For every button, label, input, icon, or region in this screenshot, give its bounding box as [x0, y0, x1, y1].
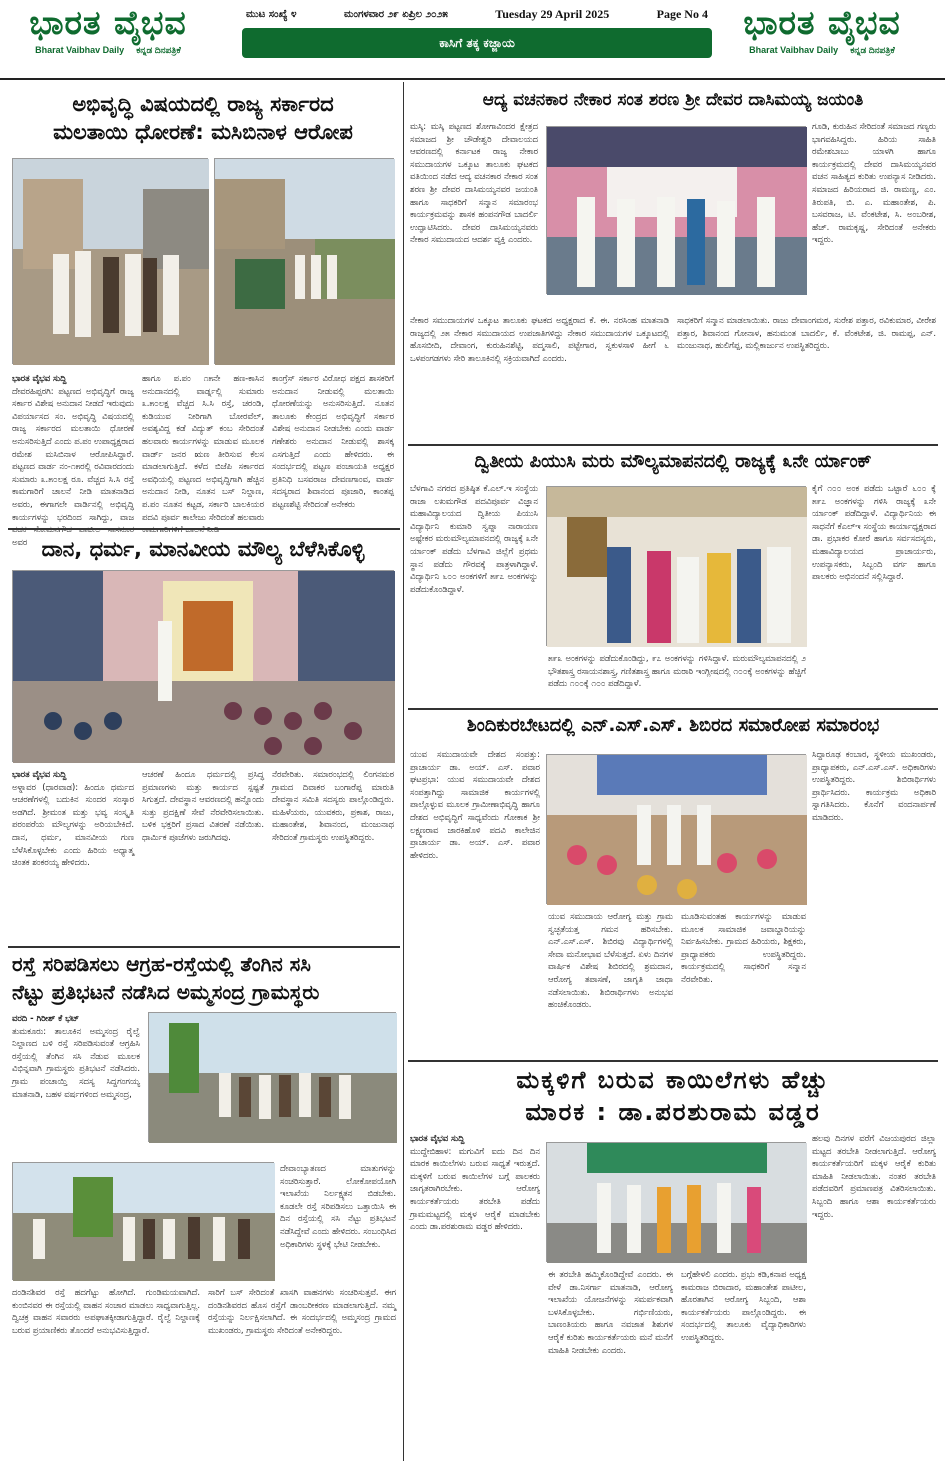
section-divider	[408, 1060, 938, 1062]
section-divider	[408, 444, 938, 446]
article-column: ಹಾಗೂ ಪ.ಪಂ ೧೫ನೇ ಹಣ-ಕಾಸಿನ ಅನುದಾನದಲ್ಲಿ ವಾರ್ಡ್ನಲ್ಲಿ ಸುಮಾರು ೩.೫೦ಲಕ್ಷ ವೆಚ್ಚದ ಸಿ.ಸಿ ರಸ್ತೆ, ಚರಂಡಿ, ಕುಡಿಯುವ ನೀರಿಗಾಗಿ ಬೋರವೆಲ್, ಅವಶ್ಯವಿದ್ದ ಕಡೆ ವಿದ್ಯುತ್ ಕಂಬ ಸೇರಿದಂತೆ ಹಲವಾರು ಕಾರ್ಯಗಳನ್ನು ಮಾಡುವ ಮೂಲಕ ವಾರ್ಡ್ ಜನರ ಋಣ ತೀರಿಸುವ ಕೆಲಸ ಮಾಡಲಾಗುತ್ತಿದೆ. ಕಳೆದ ಬಿಜೆಪಿ ಸರ್ಕಾರದ ಅವಧಿಯಲ್ಲಿ ಪಟ್ಟಣದ ಅಭಿವೃದ್ಧಿಗಾಗಿ ಹೆಚ್ಚಿನ ಅನುದಾನ ನೀಡಿ, ನೂತನ ಬಸ್ ನಿಲ್ದಾಣ, ಪ.ಪಂ ನೂತನ ಕಟ್ಟಡ, ಸರ್ಕಾರಿ ಬಾಲಕಿಯರ ಪದವಿ ಪೂರ್ವ ಕಾಲೇಜು ಸೇರಿದಂತೆ ಹಲವಾರು	[142, 373, 264, 522]
logo-sub-en: Bharat Vaibhav Daily	[749, 45, 839, 55]
article-body	[12, 372, 394, 547]
byline: ಭಾರತ ವೈಭವ ಸುದ್ದಿ	[12, 769, 67, 779]
article-body	[548, 910, 806, 1054]
column-divider	[403, 82, 404, 1461]
photo-health-training	[546, 1142, 806, 1262]
photo-ceremony	[12, 158, 208, 364]
article-body	[12, 768, 394, 940]
article-title: ಶಿಂದಿಕುರಬೇಟದಲ್ಲಿ ಎನ್.ಎಸ್.ಎಸ್. ಶಿಬಿರದ ಸಮಾರೋಪ ಸಮಾರಂಭ	[466, 715, 880, 736]
logo-sub-kn: ಕನ್ನಡ ದಿನಪತ್ರಿಕೆ	[850, 45, 895, 55]
issue-number: ಮುಟ ಸಂಖ್ಯೆ ೪	[246, 8, 297, 20]
article-body	[548, 1268, 806, 1454]
article-column: ೫೯೩ ಅಂಕಗಳನ್ನು ಪಡೆದುಕೊಂಡಿದ್ದು, ೯೭ ಅಂಕಗಳನ್ನು ಗಳಿಸಿದ್ದಾಳೆ. ಮರುಮೌಲ್ಯಮಾಪನದಲ್ಲಿ ೨ ಭೌತಶಾಸ್ತ್ರ ರಸಾಯನಶಾಸ್ತ್ರ, ಗಣಿತಶಾಸ್ತ್ರ ಹಾಗೂ ಮರಾಠಿ ಇಂಗ್ಲೀಷದಲ್ಲಿ ೧೦೦ಕ್ಕೆ ಅಂಕಗಳನ್ನು ಹೆಚ್ಚಿಗೆ ಪಡೆದು ೧೦೦ಕ್ಕೆ ೧೦೦ ಪಡೆದಿದ್ದಾಳೆ.	[548, 653, 806, 689]
photo-protest-1	[148, 1012, 396, 1142]
logo-title: ಭಾರತ ವೈಭವ	[743, 3, 901, 42]
photo-ceremony-image	[13, 159, 209, 365]
section-divider	[8, 528, 400, 530]
article-nss-camp	[408, 712, 938, 1058]
byline: ಭಾರತ ವೈಭವ ಸುದ್ದಿ	[410, 1133, 465, 1143]
article-column: ವರದಿ - ಗಿರೀಶ್ ಕೆ ಭಟ್ ತುಮಕೂರು: ತಾಲೂಕಿನ ಅಮ್ಮಸಂದ್ರ ರೈಲ್ವೆ ನಿಲ್ದಾಣದ ಬಳಿ ರಸ್ತೆ ಸರಿಪಡಿಸುವಂತೆ ಆಗ್ರಹಿಸಿ ರಸ್ತೆಯಲ್ಲಿ ತೆಂಗಿನ ಸಸಿ ನೆಡುವ ಮೂಲಕ ವಿಭಿನ್ನವಾಗಿ ಗ್ರಾಮಸ್ಥರು ಪ್ರತಿಭಟನೆ ನಡೆಸಿದರು. ಗ್ರಾಮ ಪಂಚಾಯ್ತಿ ಸದಸ್ಯ ಸಿದ್ದಗಂಗಯ್ಯ ಮಾತನಾಡಿ, ಬಹಳ ವರ್ಷಗಳಿಂದ ಅಮ್ಮಸಂದ್ರ,	[12, 1013, 140, 1099]
article-column: ಮಸ್ಕಿ: ಮಸ್ಕಿ ಪಟ್ಟಣದ ಶೋಗಾವಿಂದರ ಕ್ಷೇತ್ರದ ಸಮಾಜದ ಶ್ರೀ ಚೌಡೇಶ್ವರಿ ದೇವಾಲಯದ ಆವರಣದಲ್ಲಿ ಕರ್ನಾಟಕ ರಾಜ್ಯ ನೇಕಾರ ಸಮುದಾಯಗಳ ಒಕ್ಕೂಟ ತಾಲೂಕು ಘಟಕದ ವತಿಯಿಂದ ನಡೆದ ಆದ್ಯ ವಚನಕಾರ ನೇಕಾರ ಸಂತ ಶರಣ ಶ್ರೀ ದೇವರ ದಾಸಿಮಯ್ಯನವರ ಜಯಂತಿ ಹಾಗೂ ಸಾಧಕರಿಗೆ ಸನ್ಮಾನ ಸಮಾರಂಭ ಕಾರ್ಯಕ್ರಮವನ್ನು ಶಾಸಕ ಹಂಪನಗೌಡ ಬಾದರ್ಲಿ ಉದ್ಘಾಟಿಸಿದರು. ದೇವರ ದಾಸಿಮಯ್ಯನವರು ನೇಕಾರ ಸಮುದಾಯದ ಆದರ್ಶ ವ್ಯಕ್ತಿ ಎಂದರು.	[410, 121, 538, 245]
article-title: ದ್ವಿತೀಯ ಪಿಯುಸಿ ಮರು ಮೌಲ್ಯಮಾಪನದಲ್ಲಿ ರಾಜ್ಯಕ್ಕೆ ೩ನೇ ರ್ಯಾಂಕ್	[474, 451, 872, 472]
logo-sub-kn: ಕನ್ನಡ ದಿನಪತ್ರಿಕೆ	[136, 45, 181, 55]
article-body	[12, 1286, 396, 1452]
article-column: ಗೂಡಿ, ಕುರುಹಿನ ಸೇರಿದಂತೆ ಸಮಾಜದ ಗಣ್ಯರು ಭಾಗವಹಿಸಿದ್ದರು. ಹಿರಿಯ ಸಾಹಿತಿ ರಮೇಶಬಾಬು ಯಾಳಗಿ ಹಾಗೂ ಕಾರ್ಯಕ್ರಮದಲ್ಲಿ ದೇವರ ದಾಸಿಮಯ್ಯನವರ ವಚನ ಸಾಹಿತ್ಯದ ಕುರಿತು ಉಪನ್ಯಾಸ ನೀಡಿದರು. ಸಮಾಜದ ಹಿರಿಯರಾದ ಜಿ. ರಾಮಣ್ಣ, ಎಂ. ತಿರುಪತಿ, ಬಿ. ಎ. ಮಹಾಂತೇಶ, ಪಿ. ಬಸವರಾಜ, ಟಿ. ವೆಂಕಟೇಶ, ಸಿ. ಅಂಬರೀಶ, ಹೆಚ್. ರಾಮಕೃಷ್ಣ, ಸೇರಿದಂತೆ ಅನೇಕರು ಇದ್ದರು.	[812, 121, 936, 245]
article-column: ಬಗ್ಗೆಹೇಳಲಿ ಎಂದರು. ಪ್ರಭು ಕಡಿ,ಕನಾಪ ಅಧ್ಯಕ್ಷ ಕಾಮರಾಜ ಬಿರಾದಾರ, ಮಹಾಂತೇಶ ಪಾಟೀಲ, ಹೊರತಾಗಿನ ಆರೋಗ್ಯ ಸಿಬ್ಬಂದಿ, ಆಶಾ ಕಾರ್ಯಕರ್ತೆಯರು ಪಾಲ್ಗೊಂಡಿದ್ದರು. ಈ ಸಂದರ್ಭದಲ್ಲಿ ತಾಲೂಕು ವೈದ್ಯಾಧಿಕಾರಿಗಳು ಉಪಸ್ಥಿತರಿದ್ದರು.	[681, 1269, 806, 1342]
article-road-protest	[8, 950, 400, 1456]
photo-health-image	[547, 1143, 807, 1263]
photo-protest-2	[12, 1162, 274, 1280]
photo-protest-1-image	[149, 1013, 397, 1143]
logo-sub-en: Bharat Vaibhav Daily	[35, 45, 125, 55]
photo-rank-image	[547, 487, 807, 647]
article-column: ಮೂಡಿಸುವಂತಹ ಕಾರ್ಯಗಳನ್ನು ಮಾಡುವ ಮೂಲಕ ಸಾಮಾಜಿಕ ಜವಾಬ್ದಾರಿಯನ್ನು ನಿರ್ವಹಿಸಬೇಕು. ಗ್ರಾಮದ ಹಿರಿಯರು, ಶಿಕ್ಷಕರು, ಪ್ರಾಧ್ಯಾಪಕರು ಉಪಸ್ಥಿತರಿದ್ದರು. ಕಾರ್ಯಕ್ರಮದಲ್ಲಿ ಸಾಧಕರಿಗೆ ಸನ್ಮಾನ ನೆರವೇರಿತು.	[681, 911, 806, 984]
article-column: ಭಾರತ ವೈಭವ ಸುದ್ದಿ ದೇವರಹಿಪ್ಪರಗಿ: ಪಟ್ಟಣದ ಅಭಿವೃದ್ಧಿಗೆ ರಾಜ್ಯ ಸರ್ಕಾರ ವಿಶೇಷ ಅನುದಾನ ನೀಡದೆ ಇರುವುದು ವಿಪರ್ಯಾಸದ ಸಂ. ಅಭಿವೃದ್ಧಿ ವಿಷಯದಲ್ಲಿ ರಾಜ್ಯ ಸರ್ಕಾರದ ಮಲತಾಯಿ ಧೋರಣೆ ಅನುಸರಿಸುತ್ತಿದೆ ಎಂದು ಪ.ಪಂ ಉಪಾಧ್ಯಕ್ಷರಾದ ರಮೇಶ ಮಸಿಬಿನಾಳ ಆರೋಪಿಸಿದ್ದಾರೆ. ಪಟ್ಟಣದ ವಾರ್ಡ ನಂ-೧೫ರಲ್ಲಿ ರವಿವಾರದಂದು ಸುಮಾರು ೩.೫೦ಲಕ್ಷ ರೂ. ವೆಚ್ಚದ ಸಿ.ಸಿ ರಸ್ತೆ ಕಾಮಗಾರಿಗೆ ಚಾಲನೆ ನೀಡಿ ಮಾತನಾಡಿದ ಅವರು, ಈಗಾಗಲೇ ವಾರ್ಡಿನಲ್ಲಿ ಅಭಿವೃದ್ಧಿ ಕಾರ್ಯಗಳನ್ನು ಭರದಿಂದ ಸಾಗಿದ್ದು, ವಾಜ ಅವರ	[12, 373, 134, 547]
article-column: ಸಾರಿಗೆ ಬಸ್ ಸೇರಿದಂತೆ ಖಾಸಗಿ ವಾಹನಗಳು ಸಂಚರಿಸುತ್ತವೆ. ಈಗ ದಂಡಿನಶಿವರದ ಹೊಸ ರಸ್ತೆಗೆ ಡಾಂಬರೀಕರಣ ಮಾಡಲಾಗುತ್ತಿದೆ. ನಮ್ಮ ರಸ್ತೆಯನ್ನು ನಿರ್ಲಕ್ಷಿಸಲಾಗಿದೆ. ಈ ಸಂದರ್ಭದಲ್ಲಿ ಅಮ್ಮಸಂದ್ರ ಗ್ರಾಮದ ಮುಖಂಡರು, ಗ್ರಾಮಸ್ಥರು ಸೇರಿದಂತೆ ಅನೇಕರಿದ್ದರು.	[208, 1287, 396, 1335]
article-title: ಮಕ್ಕಳಿಗೆ ಬರುವ ಕಾಯಿಲೆಗಳು ಹೆಚ್ಚು	[516, 1066, 830, 1094]
article-column: ಈ ತರಬೇತಿ ಹಮ್ಮಿಕೊಂಡಿದ್ದೇವೆ ಎಂದರು. ಈ ವೇಳೆ ಡಾ.ನಿಸರ್ಗಾ ಮಾತನಾಡಿ, ಆರೋಗ್ಯ ಇಲಾಖೆಯ ಯೋಜನೆಗಳನ್ನು ಸಮರ್ಪಕವಾಗಿ ಬಳಸಿಕೊಳ್ಳಬೇಕು. ಗರ್ಭಿಣಿಯರು, ಬಾಣಂತಿಯರು ಹಾಗೂ ನವಜಾತ ಶಿಶುಗಳ ಆರೈಕೆ ಕುರಿತು ಕಾರ್ಯಕರ್ತೆಯರು ಮನೆ ಮನೆಗೆ ಮಾಹಿತಿ ನೀಡಬೇಕು ಎಂದರು.	[548, 1269, 673, 1355]
article-column: ದಂಡಿನಶಿವರ ರಸ್ತೆ ಹದಗೆಟ್ಟು ಹೋಗಿದೆ. ಗುಂಡಿಮಯವಾಗಿದೆ. ಕುಂಬಿನವರ ಈ ರಸ್ತೆಯಲ್ಲಿ ವಾಹನ ಸಂಚಾರ ಮಾಡಲು ಸಾಧ್ಯವಾಗುತ್ತಿಲ್ಲ. ದ್ವಿಚಕ್ರ ವಾಹನ ಸವಾರರು ಅಪಘಾತಕ್ಕೀಡಾಗುತ್ತಿದ್ದಾರೆ. ರೈಲ್ವೆ ನಿಲ್ದಾಣಕ್ಕೆ ಬರುವ ಪ್ರಯಾಣಿಕರು ತೊಂದರೆ ಅನುಭವಿಸುತ್ತಿದ್ದಾರೆ.	[12, 1287, 200, 1335]
article-column: ಕಾಂಗ್ರೆಸ್ ಸರ್ಕಾರ ವಿರೋಧ ಪಕ್ಷದ ಶಾಸಕರಿಗೆ ಅನುದಾನ ನೀಡುವಲ್ಲಿ ಮಲತಾಯಿ ಧೋರಣೆಯನ್ನು ಅನುಸರಿಸುತ್ತಿದೆ. ನೂತನ ತಾಲೂಕು ಕೇಂದ್ರದ ಅಭಿವೃದ್ಧಿಗೆ ಸರ್ಕಾರ ವಿಶೇಷ ಅನುದಾನ ನೀಡಬೇಕು ಎಂದು ವಾರ್ಡ ಗಣೇಶರು ಅನುದಾನ ನೀಡುವಲ್ಲಿ ಶಾಸಕ್ಕ ಎಸಗುತ್ತಿದೆ ಎಂದು ಹೇಳಿದರು. ಈ ಸಂದರ್ಭದಲ್ಲಿ ಪಟ್ಟಣ ಪಂಚಾಯತಿ ಅಧ್ಯಕ್ಷರ ಪ್ರತಿನಿಧಿ ಬಸವರಾಜ ದೇವಣಗಾಂವ, ವಾರ್ಡ ಸದಸ್ಯರಾದ ಶಿವಾನಂದ ಪೂಜಾರಿ, ಕಾಂತಪ್ಪ ಪಟ್ಟಣಶೆಟ್ಟಿ ಸೇರಿದಂತೆ ಅನೇಕರು	[272, 373, 394, 509]
article-column: ಸಾಧಕರಿಗೆ ಸನ್ಮಾನ ಮಾಡಲಾಯಿತು. ರಾಜು ದೇವಾಂಗಮಠ, ಸುರೇಶ ಪತ್ತಾರ, ರವಿಕುಮಾರ, ವೀರೇಶ ಪತ್ತಾರ, ಶಿವಾನಂದ ಗೋನಾಳ, ಹನುಮಂತ ಬಾದರ್ಲಿ, ಕೆ. ವೆಂಕಟೇಶ, ಜಿ. ರಾಮಪ್ಪ, ಎನ್. ಮಂಜುನಾಥ, ಹುಲಿಗೆಪ್ಪ, ಮಲ್ಲಿಕಾರ್ಜುನ ಉಪಸ್ಥಿತರಿದ್ದರು.	[677, 315, 936, 351]
byline: ವರದಿ - ಗಿರೀಶ್ ಕೆ ಭಟ್	[12, 1013, 80, 1023]
article-puc-rank	[408, 448, 938, 706]
article-column: ಸಿದ್ದಾರೂಢ ಕಂಬಾರ, ಸ್ಥಳೀಯ ಮುಖಂಡರು, ಪ್ರಾಧ್ಯಾಪಕರು, ಎನ್.ಎಸ್.ಎಸ್. ಅಧಿಕಾರಿಗಳು ಉಪಸ್ಥಿತರಿದ್ದರು. ಶಿಬಿರಾರ್ಥಿಗಳು ಪ್ರಾರ್ಥಿಸಿದರು. ಕಾರ್ಯಕ್ರಮ ಅಧಿಕಾರಿ ಸ್ವಾಗತಿಸಿದರು. ಕೊನೆಗೆ ವಂದನಾರ್ಪಣೆ ಮಾಡಿದರು.	[812, 749, 936, 822]
masthead	[0, 0, 945, 80]
section-divider	[8, 946, 400, 948]
article-title: ರಸ್ತೆ ಸರಿಪಡಿಸಲು ಆಗ್ರಹ-ರಸ್ತೆಯಲ್ಲಿ ತೆಂಗಿನ ಸಸಿ	[12, 952, 311, 976]
byline: ಭಾರತ ವೈಭವ ಸುದ್ದಿ	[12, 373, 67, 383]
article-body	[410, 314, 936, 438]
article-column: ಹಲವು ದಿನಗಳ ವರೆಗೆ ವಿಜಯಪುರದ ಜಿಲ್ಲಾ ಮಟ್ಟದ ತರಬೇತಿ ನೀಡಲಾಗುತ್ತಿದೆ. ಆರೋಗ್ಯ ಕಾರ್ಯಕರ್ತೆಯರಿಗೆ ಮಕ್ಕಳ ಆರೈಕೆ ಕುರಿತು ಮಾಹಿತಿ ನೀಡಲಾಯಿತು. ನಂತರ ತರಬೇತಿ ಪಡೆದವರಿಗೆ ಪ್ರಮಾಣಪತ್ರ ವಿತರಿಸಲಾಯಿತು. ಸಿಬ್ಬಂದಿ ಹಾಗೂ ಆಶಾ ಕಾರ್ಯಕರ್ತೆಯರು ಇದ್ದರು.	[812, 1133, 936, 1219]
photo-nss-group	[546, 754, 806, 904]
logo-title: ಭಾರತ ವೈಭವ	[29, 3, 187, 42]
photo-temple-image	[13, 571, 395, 763]
article-title: ಮಲತಾಯಿ ಧೋರಣೆ: ಮಸಿಬಿನಾಳ ಆರೋಪ	[53, 120, 353, 144]
article-title: ಮಾರಕ : ಡಾ.ಪರಶುರಾಮ ವಡ್ಡರ	[525, 1098, 821, 1126]
article-column: ನೆರವೇರಿತು. ಸಮಾರಂಭದಲ್ಲಿ ಲಿಂಗನಮಠ ಗ್ರಾಮದ ದಿವಾಕರ ಬಂಗಾರೆಪ್ಪ ಮಾರುತಿ ದೇವಸ್ಥಾನ ಸಮಿತಿ ಸದಸ್ಯರು ಪಾಲ್ಗೊಂಡಿದ್ದರು. ಮಹಿಳೆಯರು, ಯುವಕರು, ಪ್ರಕಾಶ, ರಾಜು, ಮಹಾಂತೇಶ, ಶಿವಾನಂದ, ಮಂಜುನಾಥ ಸೇರಿದಂತೆ ಗ್ರಾಮಸ್ಥರು ಉಪಸ್ಥಿತರಿದ್ದರು.	[272, 769, 394, 842]
photo-road-work-image	[215, 159, 395, 365]
header-center	[242, 6, 712, 58]
article-title: ಆದ್ಯ ವಚನಕಾರ ನೇಕಾರ ಸಂತ ಶರಣ ಶ್ರೀ ದೇವರ ದಾಸಿಮಯ್ಯ ಜಯಂತಿ	[482, 90, 864, 110]
date-english: Tuesday 29 April 2025	[495, 6, 610, 21]
article-column: ಯುವ ಸಮುದಾಯವೇ ದೇಶದ ಸಂಪತ್ತು: ಪ್ರಾಚಾರ್ಯ ಡಾ. ಅಯ್. ಎಸ್. ಪವಾರ ಘಟಪ್ರಭಾ: ಯುವ ಸಮುದಾಯವೇ ದೇಶದ ಸಂಪತ್ತಾಗಿದ್ದು ಸಾಮಾಜಿಕ ಕಾರ್ಯಗಳಲ್ಲಿ ಪಾಲ್ಗೊಳ್ಳುವ ಮೂಲಕ ಗ್ರಾಮೀಣಾಭಿವೃದ್ಧಿ ಹಾಗೂ ದೇಶದ ಅಭಿವೃದ್ಧಿಗೆ ಸಾಧ್ಯವೆಂದು ಗೋಕಾಕ ಶ್ರೀ ಲಕ್ಷ್ಮಣರಾವ ಜಾರಕಿಹೊಳಿ ಪದವಿ ಕಾಲೇಜಿನ ಪ್ರಾಚಾರ್ಯ ಡಾ. ಅಯ್. ಎಸ್. ಪವಾರ ಹೇಳಿದರು.	[410, 749, 540, 860]
article-column: ಯುವ ಸಮುದಾಯ ಆರೋಗ್ಯ ಮತ್ತು ಗ್ರಾಮ ಸ್ವಚ್ಛತೆಯತ್ತ ಗಮನ ಹರಿಸಬೇಕು. ಎನ್.ಎಸ್.ಎಸ್. ಶಿಬಿರವು ವಿದ್ಯಾರ್ಥಿಗಳಲ್ಲಿ ಸೇವಾ ಮನೋಭಾವ ಬೆಳೆಸುತ್ತದೆ. ಏಳು ದಿನಗಳ ವಾರ್ಷಿಕ ವಿಶೇಷ ಶಿಬಿರದಲ್ಲಿ ಶ್ರಮದಾನ, ಆರೋಗ್ಯ ತಪಾಸಣೆ, ಜಾಗೃತಿ ಜಾಥಾ ನಡೆಸಲಾಯಿತು. ಶಿಬಿರಾರ್ಥಿಗಳು ಅನುಭವ ಹಂಚಿಕೊಂಡರು.	[548, 911, 673, 1010]
article-title: ದಾನ, ಧರ್ಮ, ಮಾನವೀಯ ಮೌಲ್ಯ ಬೆಳೆಸಿಕೊಳ್ಳಿ	[41, 537, 365, 561]
photo-road-work	[214, 158, 394, 364]
article-column: ಕೈಗೆ ೧೦೦ ಅಂಕ ಪಡೆದು ಒಟ್ಟಾರೆ ೬೦೦ ಕ್ಕೆ ೫೯೭ ಅಂಕಗಳನ್ನು ಗಳಿಸಿ ರಾಜ್ಯಕ್ಕೆ ೩ನೇ ರ್ಯಾಂಕ್ ಪಡೆದಿದ್ದಾಳೆ. ವಿದ್ಯಾರ್ಥಿನಿಯ ಈ ಸಾಧನೆಗೆ ಕೆಎಲ್ಇ ಸಂಸ್ಥೆಯ ಕಾರ್ಯಾಧ್ಯಕ್ಷರಾದ ಡಾ. ಪ್ರಭಾಕರ ಕೋರೆ ಹಾಗೂ ಸರ್ವಸದಸ್ಯರು, ಮಹಾವಿದ್ಯಾಲಯದ ಪ್ರಾಚಾರ್ಯರು, ಉಪನ್ಯಾಸಕರು, ಸಿಬ್ಬಂದಿ ವರ್ಗ ಹಾಗೂ ಪಾಲಕರು ಅಭಿನಂದನೆ ಸಲ್ಲಿಸಿದ್ದಾರೆ.	[812, 483, 936, 582]
tagline-bar: ಕಾಸಿಗೆ ತಕ್ಕ ಕಜ್ಜಾಯ	[242, 28, 712, 58]
article-dasimayya	[408, 86, 938, 442]
photo-dasimayya-image	[547, 127, 807, 295]
article-column: ನೇಕಾರ ಸಮುದಾಯಗಳ ಒಕ್ಕೂಟ ತಾಲೂಕು ಘಟಕದ ಅಧ್ಯಕ್ಷರಾದ ಕೆ. ಈ. ನರಸಿಂಹ ಮಾತನಾಡಿ ರಾಜ್ಯದಲ್ಲಿ ೨೫ ನೇಕಾರ ಸಮುದಾಯದ ಉಪಜಾತಿಗಳಿದ್ದು ನೇಕಾರ ಸಮುದಾಯಗಳ ಒಕ್ಕೂಟದಲ್ಲಿ ಹೊಸಬೀದಿ, ದೇವಾಂಗ, ಕುರುಹಿನಶೆಟ್ಟಿ, ಪದ್ಮಸಾಲಿ, ಪಟ್ಟೇಗಾರ, ಸ್ವಕುಳಸಾಳಿ ಹೀಗೆ ೬ ಒಳಪಂಗಡಗಳು ಸೇರಿ ತಾಲೂಕಿನಲ್ಲಿ ಸಕ್ರಿಯವಾಗಿದೆ ಎಂದರು.	[410, 315, 669, 363]
photo-temple-gathering	[12, 570, 394, 762]
article-column: ದೇವಾಂಬ್ಯಾತಣದ ಮಾತುಗಳನ್ನು ಸಂಚರಿಸುತ್ತಾರೆ. ಲೋಕೋಪಯೋಗಿ ಇಲಾಖೆಯ ನಿರ್ಲಕ್ಷ್ಯತನ ಬಿಡಬೇಕು. ಕೂಡಲೇ ರಸ್ತೆ ಸರಿಪಡಿಸಲು ಒತ್ತಾಯಿಸಿ ಈ ದಿನ ರಸ್ತೆಯಲ್ಲಿ ಸಸಿ ನೆಟ್ಟು ಪ್ರತಿಭಟನೆ ನಡೆಸಿದ್ದೇವೆ ಎಂದು ಹೇಳಿದರು. ಸಂಬಂಧಿಸಿದ ಅಧಿಕಾರಿಗಳು ಸ್ಥಳಕ್ಕೆ ಭೇಟಿ ನೀಡಬೇಕು.	[280, 1163, 396, 1249]
article-charity	[8, 532, 398, 944]
photo-dasimayya-event	[546, 126, 806, 294]
article-title: ಅಭಿವೃದ್ಧಿ ವಿಷಯದಲ್ಲಿ ರಾಜ್ಯ ಸರ್ಕಾರದ	[72, 92, 334, 116]
article-column: ಬೆಳಗಾವಿ ನಗರದ ಪ್ರತಿಷ್ಠಿತ ಕೆ.ಎಲ್.ಇ ಸಂಸ್ಥೆಯ ರಾಜಾ ಲಖಮಗೌಡ ಪದವಿಪೂರ್ವ ವಿಜ್ಞಾನ ಮಹಾವಿದ್ಯಾಲಯದ ದ್ವಿತೀಯ ಪಿಯುಸಿ ವಿದ್ಯಾರ್ಥಿನಿ ಕುಮಾರಿ ಸ್ವಪ್ನಾ ನಾರಾಯಣ ಅಷ್ಟೇಕರ ಮರುಮೌಲ್ಯಮಾಪನದಲ್ಲಿ ರಾಜ್ಯಕ್ಕೆ ೩ನೇ ರ್ಯಾಂಕ್ ಪಡೆದು ಬೆಳಗಾವಿ ಜಿಲ್ಲೆಗೆ ಪ್ರಥಮ ಸ್ಥಾನ ಪಡೆದು ಗೌರವಕ್ಕೆ ಪಾತ್ರಳಾಗಿದ್ದಾಳೆ. ವಿದ್ಯಾರ್ಥಿನಿ ೬೦೦ ಅಂಕಗಳಿಗೆ ೫೯೭ ಅಂಕಗಳನ್ನು ಪಡೆದುಕೊಂಡಿದ್ದಾಳೆ.	[410, 483, 538, 594]
article-column: ಭಾರತ ವೈಭವ ಸುದ್ದಿ ಅಳ್ನಾವರ (ಧಾರವಾಡ): ಹಿಂದೂ ಧರ್ಮದ ಆಚರಣೆಗಳಲ್ಲಿ ಬದುಕಿನ ಸುಂದರ ಸಂಸ್ಕಾರ ಅಡಗಿದೆ. ಶ್ರೀಮಂತ ಮತ್ತು ಭವ್ಯ ಸಂಸ್ಕೃತಿ ಪರಂಪರೆಯ ಮೌಲ್ಯಗಳನ್ನು ಅರಿಯಬೇಕಿದೆ. ದಾನ, ಧರ್ಮ, ಮಾನವೀಯ ಗುಣ ಬೆಳೆಸಿಕೊಳ್ಳಬೇಕು ಎಂದು ಹಿರಿಯ ಅಧ್ಯಾತ್ಮ ಚಿಂತಕ ಶಂಕರಯ್ಯ ಹೇಳಿದರು.	[12, 769, 134, 868]
logo-right	[722, 4, 922, 72]
photo-rank-student	[546, 486, 806, 646]
article-column: ಭಾರತ ವೈಭವ ಸುದ್ದಿ ಮುದ್ದೇಬಿಹಾಳ: ಮಗುವಿಗೆ ಐದು ದಿನ ದಿನ ಮಾರಕ ಕಾಯಿಲೆಗಳು ಬರುವ ಸಾಧ್ಯತೆ ಇರುತ್ತದೆ. ಮಕ್ಕಳಿಗೆ ಬರುವ ಕಾಯಿಲೆಗಳ ಬಗ್ಗೆ ಪಾಲಕರು ಜಾಗೃತರಾಗಿರಬೇಕು. ಆರೋಗ್ಯ ಕಾರ್ಯಕರ್ತೆಯರು ತರಬೇತಿ ಪಡೆದು ಗ್ರಾಮಮಟ್ಟದಲ್ಲಿ ಮಕ್ಕಳ ಆರೈಕೆ ಮಾಡಬೇಕು ಎಂದು ಡಾ.ಪರಶುರಾಮ ವಡ್ಡರ ಹೇಳಿದರು.	[410, 1133, 540, 1232]
article-column: ಆಚರಣೆ ಹಿಂದೂ ಧರ್ಮದಲ್ಲಿ ಪ್ರಸಿದ್ಧ ಪ್ರಮಾಣಗಳು ಮತ್ತು ಕಾರ್ಯದ ಸ್ಪಷ್ಟತೆ ಸಿಗುತ್ತದೆ. ದೇವಸ್ಥಾನ ಆವರಣದಲ್ಲಿ ಹನ್ನೊಂದು ಸುತ್ತು ಪ್ರದಕ್ಷಿಣೆ ಸೇವೆ ನೆರವೇರಿಸಲಾಯಿತು. ಬಳಿಕ ಭಕ್ತರಿಗೆ ಪ್ರಸಾದ ವಿತರಣೆ ನಡೆಯಿತು. ಧಾರ್ಮಿಕ ಪೂಜೆಗಳು ಜರುಗಿದವು.	[142, 769, 264, 842]
article-title: ನೆಟ್ಟು ಪ್ರತಿಭಟನೆ ನಡೆಸಿದ ಅಮ್ಮಸಂದ್ರ ಗ್ರಾಮಸ್ಥರು	[12, 980, 320, 1004]
photo-protest-2-image	[13, 1163, 275, 1281]
article-development	[8, 86, 398, 547]
logo-left	[8, 4, 208, 72]
page-number: Page No 4	[656, 6, 708, 21]
date-kannada: ಮಂಗಳವಾರ ೨೯ ಏಪ್ರಿಲ ೨೦೨೫	[344, 8, 448, 20]
article-child-diseases	[408, 1064, 938, 1458]
photo-nss-image	[547, 755, 807, 905]
section-divider	[408, 708, 938, 710]
